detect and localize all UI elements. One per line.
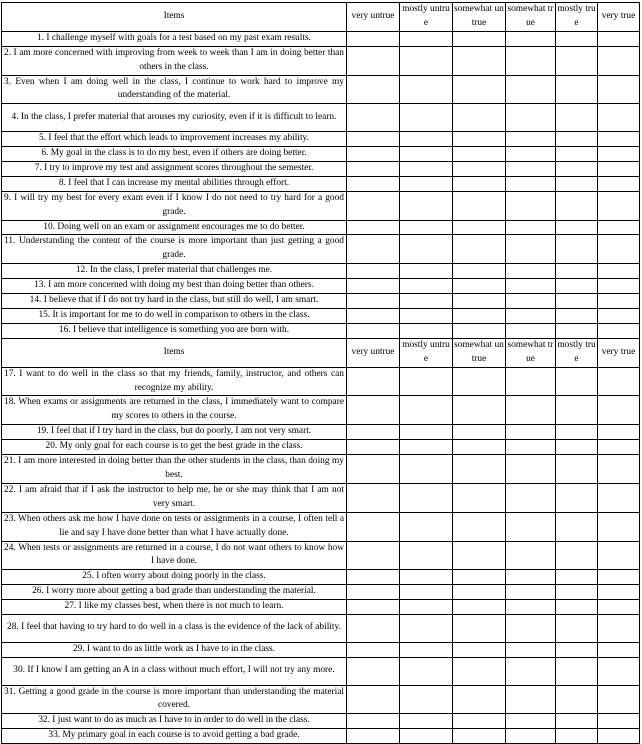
response-cell[interactable] bbox=[400, 31, 453, 46]
response-cell[interactable] bbox=[400, 685, 453, 714]
option-header: very untrue bbox=[347, 338, 400, 367]
response-cell[interactable] bbox=[506, 367, 556, 396]
response-cell[interactable] bbox=[453, 279, 506, 294]
response-cell[interactable] bbox=[453, 264, 506, 279]
item-row bbox=[2, 147, 640, 162]
response-cell[interactable] bbox=[556, 191, 598, 220]
response-cell[interactable] bbox=[556, 685, 598, 714]
response-cell[interactable] bbox=[453, 440, 506, 455]
item-text: 20. My only goal for each course is to get the best grade in the class. bbox=[2, 440, 347, 455]
response-cell[interactable] bbox=[347, 147, 400, 162]
item-row bbox=[2, 714, 640, 729]
response-cell[interactable] bbox=[598, 46, 640, 75]
item-text: 24. When tests or assignments are returned in a course, I do not want others to know how I have done. bbox=[2, 541, 347, 570]
response-cell[interactable] bbox=[556, 75, 598, 104]
option-header: mostly untrue bbox=[400, 3, 453, 32]
response-cell[interactable] bbox=[556, 615, 598, 643]
item-text: 14. I believe that if I do not try hard in the class, but still do well, I am smart. bbox=[2, 294, 347, 309]
response-cell[interactable] bbox=[400, 585, 453, 600]
item-row bbox=[2, 132, 640, 147]
response-cell[interactable] bbox=[556, 714, 598, 729]
response-cell[interactable] bbox=[400, 161, 453, 176]
item-row bbox=[2, 425, 640, 440]
response-cell[interactable] bbox=[506, 541, 556, 570]
response-cell[interactable] bbox=[506, 309, 556, 324]
item-row bbox=[2, 309, 640, 324]
response-cell[interactable] bbox=[556, 512, 598, 541]
response-cell[interactable] bbox=[347, 279, 400, 294]
response-cell[interactable] bbox=[400, 132, 453, 147]
response-cell[interactable] bbox=[453, 235, 506, 264]
response-cell[interactable] bbox=[347, 440, 400, 455]
response-cell[interactable] bbox=[556, 425, 598, 440]
response-cell[interactable] bbox=[506, 440, 556, 455]
item-text: 19. I feel that if I try hard in the class, but do poorly, I am not very smart. bbox=[2, 425, 347, 440]
response-cell[interactable] bbox=[453, 161, 506, 176]
item-text: 31. Getting a good grade in the course is more important than understanding the material covered. bbox=[2, 685, 347, 714]
response-cell[interactable] bbox=[453, 132, 506, 147]
item-text: 33. My primary goal in each course is to avoid getting a bad grade. bbox=[2, 729, 347, 744]
option-header: very untrue bbox=[347, 3, 400, 32]
response-cell[interactable] bbox=[453, 46, 506, 75]
response-cell[interactable] bbox=[598, 31, 640, 46]
response-cell[interactable] bbox=[556, 600, 598, 615]
response-cell[interactable] bbox=[453, 323, 506, 338]
response-cell[interactable] bbox=[347, 541, 400, 570]
response-cell[interactable] bbox=[556, 31, 598, 46]
response-cell[interactable] bbox=[506, 75, 556, 104]
item-row bbox=[2, 642, 640, 657]
response-cell[interactable] bbox=[556, 220, 598, 235]
response-cell[interactable] bbox=[453, 309, 506, 324]
item-text: 6. My goal in the class is to do my best, even if others are doing better. bbox=[2, 147, 347, 162]
response-cell[interactable] bbox=[453, 220, 506, 235]
response-cell[interactable] bbox=[598, 615, 640, 643]
response-cell[interactable] bbox=[400, 642, 453, 657]
response-cell[interactable] bbox=[453, 657, 506, 685]
response-cell[interactable] bbox=[556, 161, 598, 176]
response-cell[interactable] bbox=[347, 264, 400, 279]
response-cell[interactable] bbox=[598, 714, 640, 729]
response-cell[interactable] bbox=[400, 235, 453, 264]
response-cell[interactable] bbox=[453, 512, 506, 541]
item-row bbox=[2, 483, 640, 512]
item-text: 17. I want to do well in the class so that my friends, family, instructor, and others can recognize my ability. bbox=[2, 367, 347, 396]
item-row bbox=[2, 541, 640, 570]
response-cell[interactable] bbox=[556, 440, 598, 455]
response-cell[interactable] bbox=[598, 235, 640, 264]
response-cell[interactable] bbox=[506, 176, 556, 191]
response-cell[interactable] bbox=[506, 220, 556, 235]
item-row bbox=[2, 570, 640, 585]
response-cell[interactable] bbox=[506, 425, 556, 440]
response-cell[interactable] bbox=[598, 657, 640, 685]
response-cell[interactable] bbox=[347, 714, 400, 729]
item-row bbox=[2, 512, 640, 541]
response-cell[interactable] bbox=[598, 600, 640, 615]
response-cell[interactable] bbox=[598, 585, 640, 600]
response-cell[interactable] bbox=[347, 161, 400, 176]
response-cell[interactable] bbox=[506, 585, 556, 600]
response-cell[interactable] bbox=[598, 455, 640, 484]
response-cell[interactable] bbox=[506, 161, 556, 176]
response-cell[interactable] bbox=[506, 657, 556, 685]
response-cell[interactable] bbox=[506, 264, 556, 279]
response-cell[interactable] bbox=[556, 309, 598, 324]
response-cell[interactable] bbox=[453, 600, 506, 615]
response-cell[interactable] bbox=[598, 570, 640, 585]
response-cell[interactable] bbox=[556, 147, 598, 162]
response-cell[interactable] bbox=[506, 396, 556, 425]
item-text: 26. I worry more about getting a bad grade than understanding the material. bbox=[2, 585, 347, 600]
response-cell[interactable] bbox=[556, 104, 598, 132]
response-cell[interactable] bbox=[506, 685, 556, 714]
response-cell[interactable] bbox=[347, 46, 400, 75]
item-row bbox=[2, 75, 640, 104]
response-cell[interactable] bbox=[347, 75, 400, 104]
item-text: 25. I often worry about doing poorly in the class. bbox=[2, 570, 347, 585]
header-row bbox=[2, 338, 640, 367]
item-text: 8. I feel that I can increase my mental abilities through effort. bbox=[2, 176, 347, 191]
response-cell[interactable] bbox=[347, 483, 400, 512]
response-cell[interactable] bbox=[453, 294, 506, 309]
item-text: 5. I feel that the effort which leads to improvement increases my ability. bbox=[2, 132, 347, 147]
item-row bbox=[2, 323, 640, 338]
response-cell[interactable] bbox=[556, 132, 598, 147]
response-cell[interactable] bbox=[453, 191, 506, 220]
item-row bbox=[2, 657, 640, 685]
item-text: 18. When exams or assignments are returned in the class, I immediately want to compare my scores to others in the course. bbox=[2, 396, 347, 425]
response-cell[interactable] bbox=[400, 483, 453, 512]
response-cell[interactable] bbox=[347, 585, 400, 600]
option-header: mostly true bbox=[556, 3, 598, 32]
response-cell[interactable] bbox=[598, 75, 640, 104]
response-cell[interactable] bbox=[598, 309, 640, 324]
response-cell[interactable] bbox=[453, 367, 506, 396]
item-text: 22. I am afraid that if I ask the instructor to help me, he or she may think that I am not very smart. bbox=[2, 483, 347, 512]
item-text: 13. I am more concerned with doing my best than doing better than others. bbox=[2, 279, 347, 294]
response-cell[interactable] bbox=[556, 455, 598, 484]
response-cell[interactable] bbox=[598, 132, 640, 147]
response-cell[interactable] bbox=[506, 104, 556, 132]
response-cell[interactable] bbox=[598, 161, 640, 176]
item-row bbox=[2, 161, 640, 176]
item-text: 21. I am more interested in doing better than the other students in the class, than doing my best. bbox=[2, 455, 347, 484]
response-cell[interactable] bbox=[556, 657, 598, 685]
item-text: 3. Even when I am doing well in the class, I continue to work hard to improve my understanding of the material. bbox=[2, 75, 347, 104]
response-cell[interactable] bbox=[400, 75, 453, 104]
item-text: 27. I like my classes best, when there is not much to learn. bbox=[2, 600, 347, 615]
response-cell[interactable] bbox=[400, 600, 453, 615]
response-cell[interactable] bbox=[400, 367, 453, 396]
response-cell[interactable] bbox=[453, 104, 506, 132]
response-cell[interactable] bbox=[598, 440, 640, 455]
item-text: 7. I try to improve my test and assignment scores throughout the semester. bbox=[2, 161, 347, 176]
response-cell[interactable] bbox=[453, 642, 506, 657]
response-cell[interactable] bbox=[347, 104, 400, 132]
response-cell[interactable] bbox=[506, 235, 556, 264]
item-row bbox=[2, 220, 640, 235]
items-header: Items bbox=[2, 3, 347, 32]
header-row bbox=[2, 3, 640, 32]
response-cell[interactable] bbox=[453, 729, 506, 744]
item-row bbox=[2, 31, 640, 46]
response-cell[interactable] bbox=[598, 685, 640, 714]
response-cell[interactable] bbox=[453, 75, 506, 104]
response-cell[interactable] bbox=[400, 147, 453, 162]
item-text: 1. I challenge myself with goals for a test based on my past exam results. bbox=[2, 31, 347, 46]
response-cell[interactable] bbox=[400, 294, 453, 309]
item-row bbox=[2, 46, 640, 75]
response-cell[interactable] bbox=[598, 729, 640, 744]
response-cell[interactable] bbox=[598, 323, 640, 338]
item-text: 4. In the class, I prefer material that arouses my curiosity, even if it is difficult to learn. bbox=[2, 104, 347, 132]
response-cell[interactable] bbox=[556, 323, 598, 338]
response-cell[interactable] bbox=[347, 642, 400, 657]
response-cell[interactable] bbox=[556, 279, 598, 294]
response-cell[interactable] bbox=[347, 367, 400, 396]
item-row bbox=[2, 294, 640, 309]
item-row bbox=[2, 235, 640, 264]
response-cell[interactable] bbox=[400, 440, 453, 455]
response-cell[interactable] bbox=[506, 714, 556, 729]
response-cell[interactable] bbox=[598, 191, 640, 220]
response-cell[interactable] bbox=[400, 541, 453, 570]
response-cell[interactable] bbox=[347, 294, 400, 309]
response-cell[interactable] bbox=[453, 541, 506, 570]
response-cell[interactable] bbox=[598, 483, 640, 512]
response-cell[interactable] bbox=[347, 570, 400, 585]
item-row bbox=[2, 264, 640, 279]
response-cell[interactable] bbox=[453, 483, 506, 512]
response-cell[interactable] bbox=[556, 396, 598, 425]
response-cell[interactable] bbox=[347, 176, 400, 191]
option-header: somewhat untrue bbox=[453, 3, 506, 32]
response-cell[interactable] bbox=[453, 685, 506, 714]
item-text: 2. I am more concerned with improving from week to week than I am in doing better than others in the class. bbox=[2, 46, 347, 75]
response-cell[interactable] bbox=[598, 176, 640, 191]
response-cell[interactable] bbox=[598, 264, 640, 279]
response-cell[interactable] bbox=[400, 512, 453, 541]
response-cell[interactable] bbox=[453, 714, 506, 729]
response-cell[interactable] bbox=[400, 396, 453, 425]
response-cell[interactable] bbox=[400, 570, 453, 585]
response-cell[interactable] bbox=[556, 235, 598, 264]
item-text: 15. It is important for me to do well in comparison to others in the class. bbox=[2, 309, 347, 324]
response-cell[interactable] bbox=[598, 367, 640, 396]
response-cell[interactable] bbox=[506, 600, 556, 615]
response-cell[interactable] bbox=[453, 31, 506, 46]
response-cell[interactable] bbox=[598, 541, 640, 570]
item-text: 16. I believe that intelligence is something you are born with. bbox=[2, 323, 347, 338]
response-cell[interactable] bbox=[347, 323, 400, 338]
item-text: 30. If I know I am getting an A in a class without much effort, I will not try any more. bbox=[2, 657, 347, 685]
response-cell[interactable] bbox=[400, 309, 453, 324]
item-text: 12. In the class, I prefer material that challenges me. bbox=[2, 264, 347, 279]
item-text: 11. Understanding the content of the course is more important than just getting a good grade. bbox=[2, 235, 347, 264]
item-text: 23. When others ask me how I have done on tests or assignments in a course, I often tell a lie and say I have done better than what I have actually done. bbox=[2, 512, 347, 541]
response-cell[interactable] bbox=[347, 31, 400, 46]
response-cell[interactable] bbox=[453, 425, 506, 440]
response-cell[interactable] bbox=[347, 132, 400, 147]
option-header: mostly untrue bbox=[400, 338, 453, 367]
response-cell[interactable] bbox=[506, 615, 556, 643]
item-text: 28. I feel that having to try hard to do well in a class is the evidence of the lack of ability. bbox=[2, 615, 347, 643]
item-row bbox=[2, 585, 640, 600]
response-cell[interactable] bbox=[347, 191, 400, 220]
response-cell[interactable] bbox=[506, 642, 556, 657]
response-cell[interactable] bbox=[506, 729, 556, 744]
response-cell[interactable] bbox=[453, 176, 506, 191]
response-cell[interactable] bbox=[598, 425, 640, 440]
response-cell[interactable] bbox=[506, 294, 556, 309]
item-text: 9. I will try my best for every exam even if I know I do not need to try hard for a good grade. bbox=[2, 191, 347, 220]
response-cell[interactable] bbox=[556, 483, 598, 512]
response-cell[interactable] bbox=[400, 176, 453, 191]
response-cell[interactable] bbox=[598, 294, 640, 309]
response-cell[interactable] bbox=[598, 279, 640, 294]
response-cell[interactable] bbox=[506, 570, 556, 585]
response-cell[interactable] bbox=[347, 685, 400, 714]
response-cell[interactable] bbox=[598, 512, 640, 541]
response-cell[interactable] bbox=[506, 323, 556, 338]
item-row bbox=[2, 615, 640, 643]
response-cell[interactable] bbox=[347, 309, 400, 324]
response-cell[interactable] bbox=[400, 264, 453, 279]
option-header: somewhat true bbox=[506, 3, 556, 32]
response-cell[interactable] bbox=[598, 642, 640, 657]
response-cell[interactable] bbox=[400, 455, 453, 484]
item-text: 29. I want to do as little work as I have to in the class. bbox=[2, 642, 347, 657]
response-cell[interactable] bbox=[400, 323, 453, 338]
item-row bbox=[2, 455, 640, 484]
item-text: 10. Doing well on an exam or assignment encourages me to do better. bbox=[2, 220, 347, 235]
response-cell[interactable] bbox=[598, 104, 640, 132]
response-cell[interactable] bbox=[400, 220, 453, 235]
response-cell[interactable] bbox=[506, 132, 556, 147]
response-cell[interactable] bbox=[453, 615, 506, 643]
response-cell[interactable] bbox=[556, 729, 598, 744]
items-header: Items bbox=[2, 338, 347, 367]
response-cell[interactable] bbox=[347, 729, 400, 744]
survey-table bbox=[1, 2, 640, 744]
response-cell[interactable] bbox=[506, 455, 556, 484]
option-header: very true bbox=[598, 3, 640, 32]
response-cell[interactable] bbox=[506, 191, 556, 220]
item-row bbox=[2, 279, 640, 294]
item-row bbox=[2, 600, 640, 615]
response-cell[interactable] bbox=[556, 294, 598, 309]
response-cell[interactable] bbox=[400, 279, 453, 294]
item-text: 32. I just want to do as much as I have to in order to do well in the class. bbox=[2, 714, 347, 729]
response-cell[interactable] bbox=[556, 570, 598, 585]
response-cell[interactable] bbox=[347, 657, 400, 685]
response-cell[interactable] bbox=[556, 367, 598, 396]
response-cell[interactable] bbox=[506, 512, 556, 541]
response-cell[interactable] bbox=[453, 455, 506, 484]
response-cell[interactable] bbox=[400, 425, 453, 440]
response-cell[interactable] bbox=[347, 600, 400, 615]
response-cell[interactable] bbox=[347, 220, 400, 235]
response-cell[interactable] bbox=[556, 264, 598, 279]
response-cell[interactable] bbox=[556, 176, 598, 191]
response-cell[interactable] bbox=[598, 147, 640, 162]
response-cell[interactable] bbox=[506, 31, 556, 46]
option-header: mostly true bbox=[556, 338, 598, 367]
response-cell[interactable] bbox=[556, 642, 598, 657]
item-row bbox=[2, 729, 640, 744]
response-cell[interactable] bbox=[506, 483, 556, 512]
item-row bbox=[2, 104, 640, 132]
item-row bbox=[2, 685, 640, 714]
response-cell[interactable] bbox=[400, 46, 453, 75]
response-cell[interactable] bbox=[598, 396, 640, 425]
response-cell[interactable] bbox=[400, 615, 453, 643]
item-row bbox=[2, 440, 640, 455]
response-cell[interactable] bbox=[453, 147, 506, 162]
response-cell[interactable] bbox=[556, 46, 598, 75]
item-row bbox=[2, 396, 640, 425]
option-header: very true bbox=[598, 338, 640, 367]
response-cell[interactable] bbox=[453, 585, 506, 600]
response-cell[interactable] bbox=[400, 191, 453, 220]
option-header: somewhat untrue bbox=[453, 338, 506, 367]
response-cell[interactable] bbox=[347, 396, 400, 425]
response-cell[interactable] bbox=[347, 455, 400, 484]
response-cell[interactable] bbox=[347, 235, 400, 264]
item-row bbox=[2, 191, 640, 220]
response-cell[interactable] bbox=[506, 147, 556, 162]
response-cell[interactable] bbox=[400, 104, 453, 132]
response-cell[interactable] bbox=[347, 512, 400, 541]
option-header: somewhat true bbox=[506, 338, 556, 367]
response-cell[interactable] bbox=[347, 615, 400, 643]
item-row bbox=[2, 176, 640, 191]
response-cell[interactable] bbox=[453, 396, 506, 425]
response-cell[interactable] bbox=[556, 585, 598, 600]
response-cell[interactable] bbox=[400, 729, 453, 744]
response-cell[interactable] bbox=[347, 425, 400, 440]
response-cell[interactable] bbox=[400, 714, 453, 729]
response-cell[interactable] bbox=[453, 570, 506, 585]
response-cell[interactable] bbox=[506, 46, 556, 75]
response-cell[interactable] bbox=[506, 279, 556, 294]
response-cell[interactable] bbox=[598, 220, 640, 235]
item-row bbox=[2, 367, 640, 396]
response-cell[interactable] bbox=[556, 541, 598, 570]
response-cell[interactable] bbox=[400, 657, 453, 685]
